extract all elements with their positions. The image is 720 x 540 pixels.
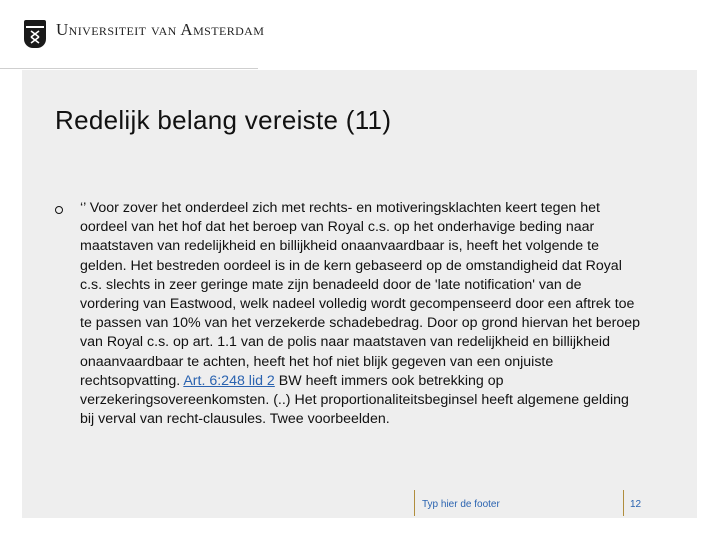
body-text-part-1: ‘’ Voor zover het onderdeel zich met rechts- en motiveringsklachten keert tegen het oordeel van het hof dat het beroep van Royal c.s. op het onderhavige beding naar maatstaven van redelijkheid en billijkheid onaanvaardbaar is, heeft het volgende te gelden. Het bestreden oordeel is in de kern gebaseerd op de omstandigheid dat Royal c.s. slechts in zeer geringe mate zijn benadeeld door de 'late notification' van de vordering van Eastwood, welk nadeel volledig wordt gecompenseerd door een aftrek toe te passen van 10% van het verzekerde schadebedrag. Door op grond hiervan het beroep van Royal c.s. op art. 1.1 van de polis naar maatstaven van redelijkheid en billijkheid onaanvaardbaar te achten, heeft het hof niet blijk gegeven van een onjuiste rechtsopvatting. <box>80 200 640 389</box>
organization-name: Universiteit van Amsterdam <box>56 20 265 39</box>
slide-body-text <box>80 199 640 429</box>
slide-title: Redelijk belang vereiste (11) <box>55 105 392 135</box>
footer-divider-left <box>414 490 415 516</box>
header-bar <box>0 0 720 70</box>
header-divider <box>0 68 258 69</box>
footer-divider-right <box>623 490 624 516</box>
body-text-part-2: BW heeft immers ook betrekking op verzekeringsovereenkomsten. (..) Het proportionaliteitsbeginsel heeft algemene gelding bij verval van recht-clausules. Twee voorbeelden. <box>80 372 629 428</box>
article-link[interactable]: Art. 6:248 lid 2 <box>183 372 275 389</box>
circle-bullet-icon <box>55 206 63 214</box>
footer-text: Typ hier de footer <box>422 499 500 510</box>
uva-crest-icon <box>24 20 46 48</box>
page-number: 12 <box>630 499 642 510</box>
